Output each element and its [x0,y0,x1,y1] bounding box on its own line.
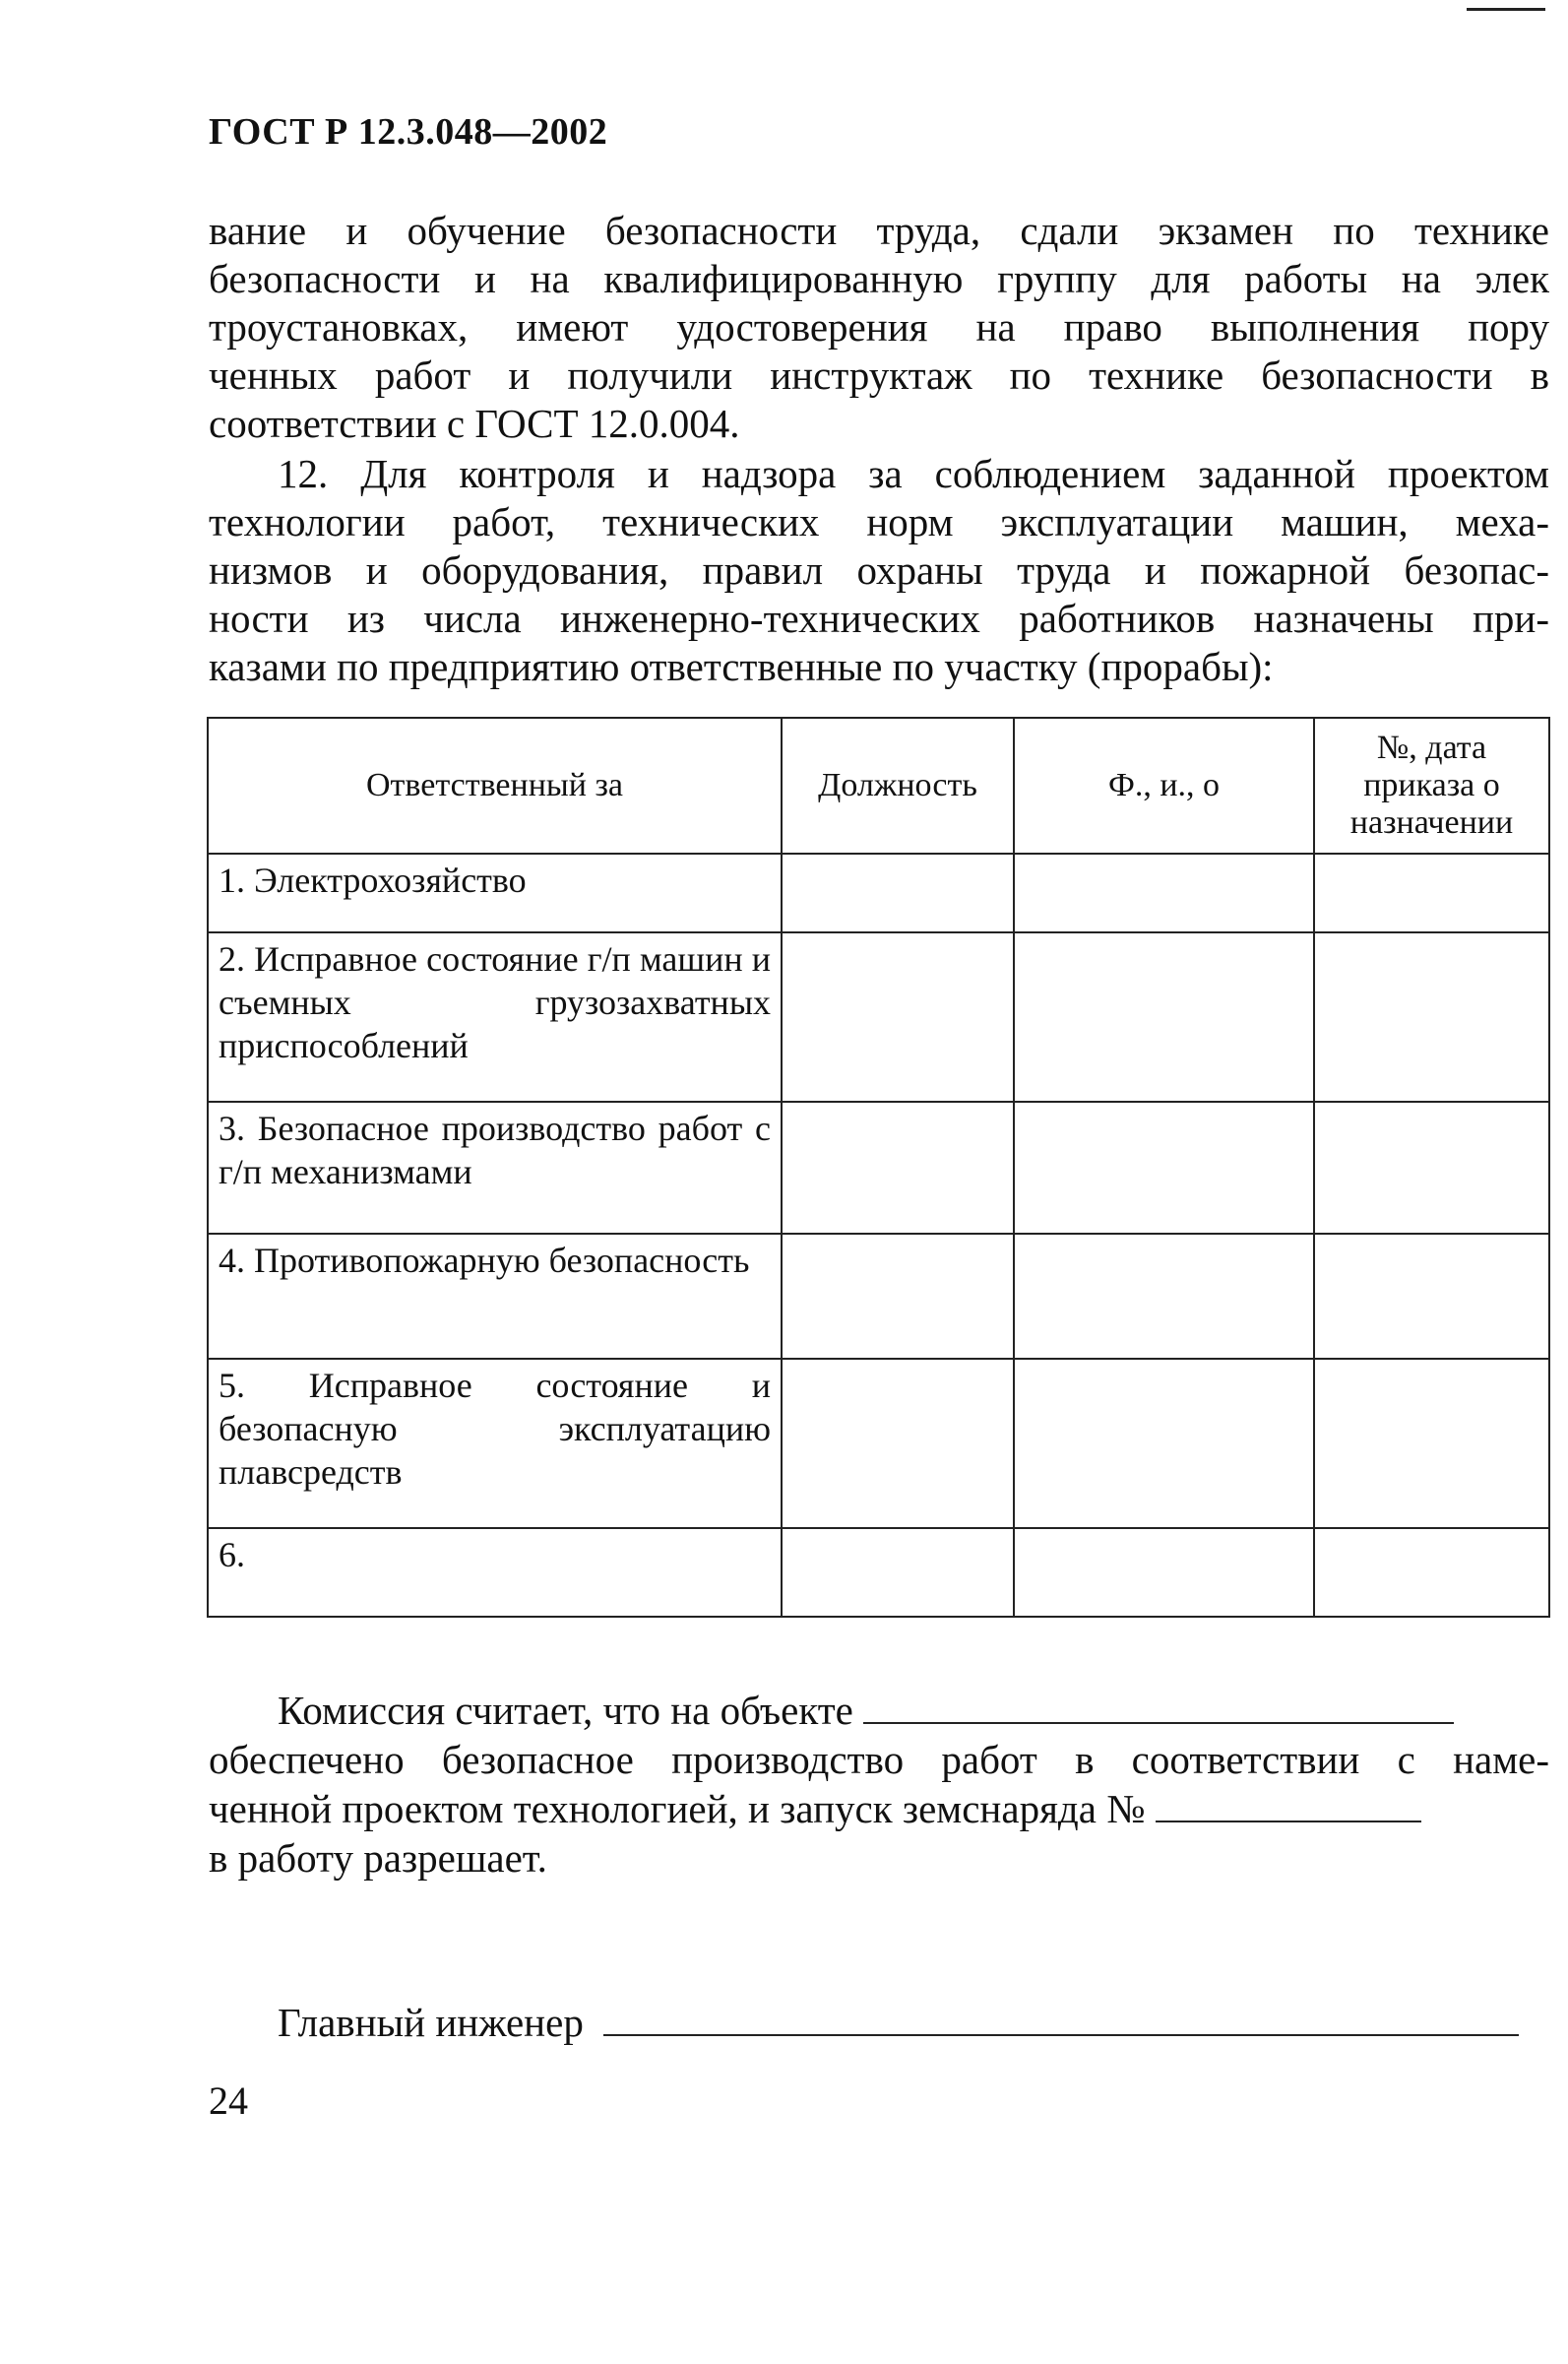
order-cell[interactable] [1314,1359,1549,1528]
commission-statement [209,1686,1549,1883]
text-line: безопасности и на квалифицированную группу для работы на элек [209,256,1549,301]
commission-line-1 [209,1686,1549,1735]
table-row [208,1528,1549,1617]
order-cell[interactable] [1314,854,1549,932]
order-cell[interactable] [1314,1102,1549,1234]
text-line: соответствии с ГОСТ 12.0.004. [209,401,740,446]
order-cell[interactable] [1314,1234,1549,1359]
name-cell[interactable] [1014,1528,1314,1617]
commission-line-3 [209,1784,1549,1833]
commission-text: Комиссия считает, что на объекте [278,1688,853,1733]
top-rule [1467,8,1545,11]
responsibility-cell: 1. Электрохозяйство [208,854,782,932]
responsibility-cell: 4. Противопожарную безопасность [208,1234,782,1359]
responsibility-cell: 5. Исправное состояние и безопасную эксплуатацию плавсредств [208,1359,782,1528]
table-row [208,854,1549,932]
signature-label: Главный инженер [278,2000,584,2045]
header-order-number-date: №, дата приказа о назначении [1314,718,1549,854]
position-cell[interactable] [782,854,1014,932]
text-line: технологии работ, технических норм эксплуатации машин, меха- [209,499,1549,544]
text-line: 12. Для контроля и надзора за соблюдением заданной проектом [278,451,1549,496]
header-full-name: Ф., и., о [1014,718,1314,854]
position-cell[interactable] [782,1528,1014,1617]
responsibility-cell: 3. Безопасное производство работ с г/п механизмами [208,1102,782,1234]
responsible-table [207,717,1548,1618]
text-line: троустановках, имеют удостоверения на право выполнения пору [209,304,1549,350]
text-line: ченных работ и получили инструктаж по технике безопасности в [209,352,1549,398]
order-cell[interactable] [1314,932,1549,1102]
table-row [208,932,1549,1102]
text-line: ности из числа инженерно-технических работников назначены при- [209,596,1549,641]
text-line: низмов и оборудования, правил охраны труда и пожарной безопас- [209,547,1549,593]
order-cell[interactable] [1314,1528,1549,1617]
responsibility-cell: 6. [208,1528,782,1617]
position-cell[interactable] [782,1102,1014,1234]
commission-text: ченной проектом технологией, и запуск земснаряда № [209,1786,1146,1831]
table-row [208,1102,1549,1234]
commission-line-4: в работу разрешает. [209,1835,547,1881]
signature-line [278,1999,1519,2046]
position-cell[interactable] [782,1359,1014,1528]
text-line: вание и обучение безопасности труда, сдали экзамен по технике [209,208,1549,253]
name-cell[interactable] [1014,932,1314,1102]
table-row [208,1234,1549,1359]
name-cell[interactable] [1014,1359,1314,1528]
page-number: 24 [209,2078,248,2123]
text-line: казами по предприятию ответственные по участку (прорабы): [209,644,1274,689]
table-row [208,1359,1549,1528]
dredger-number-blank[interactable] [1156,1785,1421,1822]
object-name-blank[interactable] [863,1687,1454,1724]
table-header-row [208,718,1549,854]
commission-line-2: обеспечено безопасное производство работ в соответствии с наме- [209,1737,1549,1782]
position-cell[interactable] [782,932,1014,1102]
signature-blank[interactable] [603,1999,1519,2036]
name-cell[interactable] [1014,1102,1314,1234]
name-cell[interactable] [1014,1234,1314,1359]
header-responsible-for: Ответственный за [208,718,782,854]
document-header: ГОСТ Р 12.3.048—2002 [209,111,608,153]
position-cell[interactable] [782,1234,1014,1359]
name-cell[interactable] [1014,854,1314,932]
paragraph-training [209,207,1549,448]
responsibility-cell: 2. Исправное состояние г/п машин и съемных грузозахватных приспособлений [208,932,782,1102]
paragraph-12 [209,450,1549,691]
header-position: Должность [782,718,1014,854]
